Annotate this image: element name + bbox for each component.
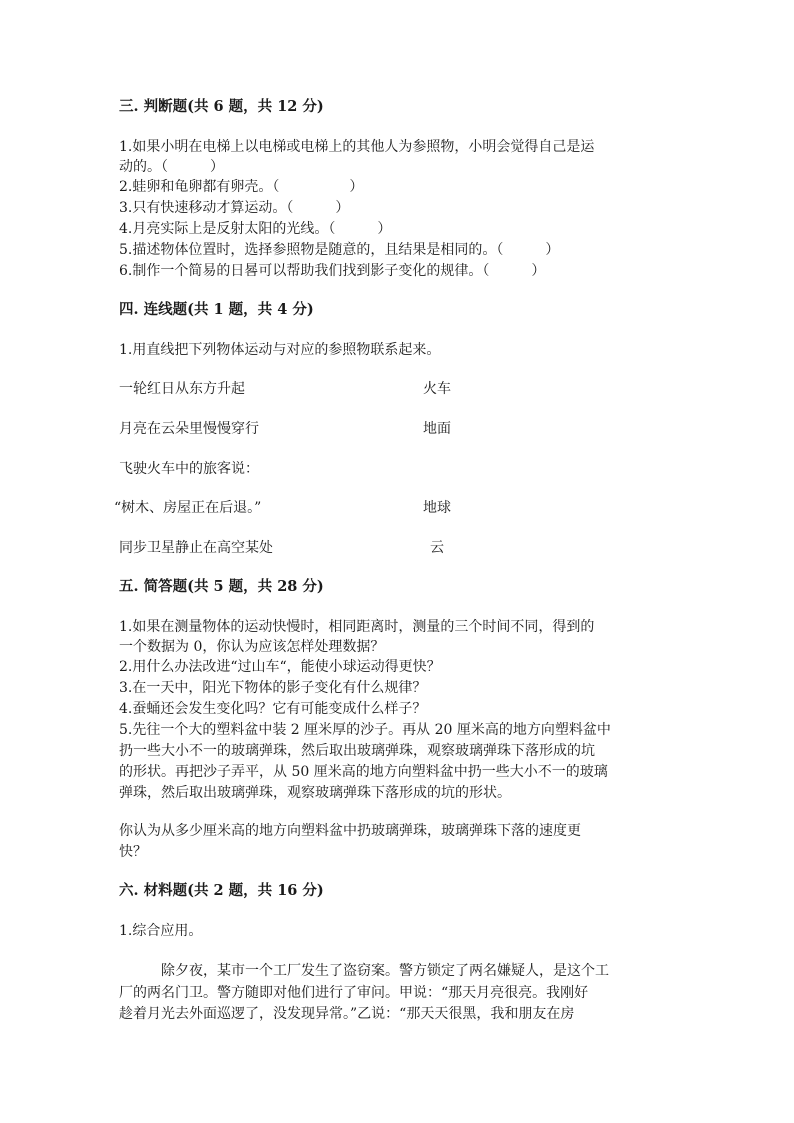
question-text: 1.综合应用。 [119,923,203,939]
match-right-item: 云 [430,540,444,556]
match-left-item: 飞驶火车中的旅客说： [119,461,259,477]
material-paragraph-line: 除夕夜，某市一个工厂发生了盗窃案。警方锁定了两名嫌疑人，是这个工 [161,963,609,979]
question-text: 扔一些大小不一的玻璃弹珠，然后取出玻璃弹珠，观察玻璃弹珠下落形成的坑 [119,743,595,759]
question-text: 3.只有快速移动才算运动。（ ） [119,200,350,216]
match-right-item: 地面 [423,421,451,437]
question-text: 2.用什么办法改进“过山车“，能使小球运动得更快？ [119,659,441,675]
match-right-item: 地球 [423,500,451,516]
question-text: 1.用直线把下列物体运动与对应的参照物联系起来。 [119,342,441,358]
section-heading-short-answer: 五. 简答题(共 5 题，共 28 分) [119,578,324,595]
question-text: 弹珠，然后取出玻璃弹珠，观察玻璃弹珠下落形成的坑的形状。 [119,785,511,801]
question-text: 的形状。再把沙子弄平，从 50 厘米高的地方向塑料盆中扔一些大小不一的玻璃 [119,764,608,780]
material-paragraph-line: 趁着月光去外面巡逻了，没发现异常。”乙说：“那天天很黑，我和朋友在房 [119,1006,575,1022]
question-text: 6.制作一个简易的日晷可以帮助我们找到影子变化的规律。（ ） [119,263,546,279]
question-text: 快？ [119,844,147,860]
section-heading-material: 六. 材料题(共 2 题，共 16 分) [119,882,324,899]
match-left-item: 月亮在云朵里慢慢穿行 [119,421,259,437]
material-paragraph-line: 厂的两名门卫。警方随即对他们进行了审问。甲说：“那天月亮很亮。我刚好 [119,985,589,1001]
question-text: 5.描述物体位置时，选择参照物是随意的，且结果是相同的。（ ） [119,242,560,258]
question-text: 4.月亮实际上是反射太阳的光线。（ ） [119,221,392,237]
match-left-item: 一轮红日从东方升起 [119,381,245,397]
section-heading-matching: 四. 连线题(共 1 题，共 4 分) [119,301,314,318]
question-text: 5.先往一个大的塑料盆中装 2 厘米厚的沙子。再从 20 厘米高的地方向塑料盆中 [119,722,611,738]
match-right-item: 火车 [423,381,451,397]
question-text: 一个数据为 0，你认为应该怎样处理数据？ [119,639,385,655]
match-left-item: 同步卫星静止在高空某处 [119,540,273,556]
question-text: 1.如果在测量物体的运动快慢时，相同距离时，测量的三个时间不同，得到的 [119,619,595,635]
question-text: 你认为从多少厘米高的地方向塑料盆中扔玻璃弹珠，玻璃弹珠下落的速度更 [119,823,581,839]
question-text: 1.如果小明在电梯上以电梯或电梯上的其他人为参照物，小明会觉得自己是运 [119,139,595,155]
question-text: 3.在一天中，阳光下物体的影子变化有什么规律？ [119,680,427,696]
question-text: 动的。（ ） [119,159,224,175]
question-text: 2.蛙卵和龟卵都有卵壳。（ ） [119,179,364,195]
question-text: 4.蚕蛹还会发生变化吗？它有可能变成什么样子？ [119,701,427,717]
match-left-item: “树木、房屋正在后退。” [114,500,262,516]
section-heading-judgment: 三. 判断题(共 6 题，共 12 分) [119,98,324,115]
